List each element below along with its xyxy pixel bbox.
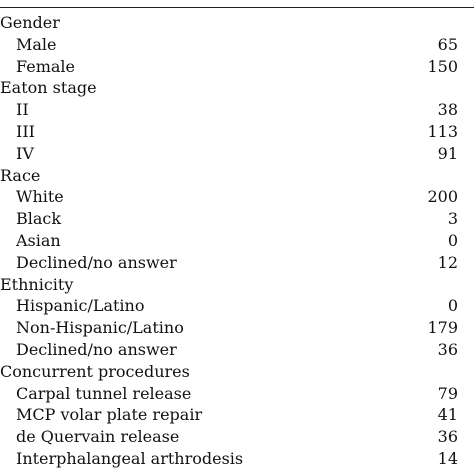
row-value: 36: [437, 339, 458, 359]
row-label: III: [16, 121, 35, 141]
row-label: Eaton stage: [0, 78, 97, 98]
row-value: 14: [437, 448, 458, 468]
row-label: Declined/no answer: [16, 339, 177, 359]
table-row: [0, 339, 474, 361]
row-value: 3: [447, 209, 458, 229]
row-label: Interphalangeal arthrodesis: [16, 448, 244, 468]
row-label: Asian: [16, 230, 61, 250]
row-label: Gender: [0, 13, 60, 32]
table-row: [0, 252, 474, 274]
row-label: Black: [16, 209, 62, 229]
row-value: 65: [437, 34, 458, 54]
row-value: 179: [427, 318, 458, 338]
table-row: [0, 34, 474, 56]
section-header-gender: [0, 12, 474, 34]
table-row: [0, 56, 474, 78]
table-row: [0, 121, 474, 143]
row-label: II: [16, 100, 29, 120]
row-value: 36: [437, 427, 458, 447]
table-row: [0, 208, 474, 230]
row-label: Carpal tunnel release: [16, 383, 192, 403]
row-label: Female: [16, 56, 75, 76]
section-header-concurrent-procedures: [0, 361, 474, 383]
table-top-rule: [0, 7, 474, 8]
row-label: de Quervain release: [16, 427, 180, 447]
row-label: White: [16, 187, 64, 207]
row-label: Declined/no answer: [16, 252, 177, 272]
row-label: Concurrent procedures: [0, 361, 190, 381]
table-row: [0, 230, 474, 252]
row-value: 0: [447, 230, 458, 250]
row-label: Male: [16, 34, 57, 54]
row-value: 0: [447, 296, 458, 316]
row-value: 41: [437, 405, 458, 425]
row-value: 38: [437, 100, 458, 120]
row-label: Race: [0, 165, 41, 185]
row-value: 79: [437, 383, 458, 403]
row-label: IV: [16, 143, 34, 163]
table-row: [0, 404, 474, 426]
table-row: [0, 99, 474, 121]
table-row: [0, 383, 474, 405]
table-row: [0, 295, 474, 317]
section-header-race: [0, 165, 474, 187]
table-row: [0, 186, 474, 208]
row-label: MCP volar plate repair: [16, 405, 203, 425]
row-label: Hispanic/Latino: [16, 296, 145, 316]
row-label: Ethnicity: [0, 274, 74, 294]
row-value: 113: [427, 121, 458, 141]
row-label: Non-Hispanic/Latino: [16, 318, 184, 338]
demographics-table: [0, 12, 474, 470]
table-row: [0, 317, 474, 339]
section-header-eaton-stage: [0, 77, 474, 99]
row-value: 150: [427, 56, 458, 76]
row-value: 91: [437, 143, 458, 163]
row-value: 12: [437, 252, 458, 272]
section-header-ethnicity: [0, 274, 474, 296]
row-value: 200: [427, 187, 458, 207]
table-row: [0, 448, 474, 470]
table-row: [0, 143, 474, 165]
table-row: [0, 426, 474, 448]
